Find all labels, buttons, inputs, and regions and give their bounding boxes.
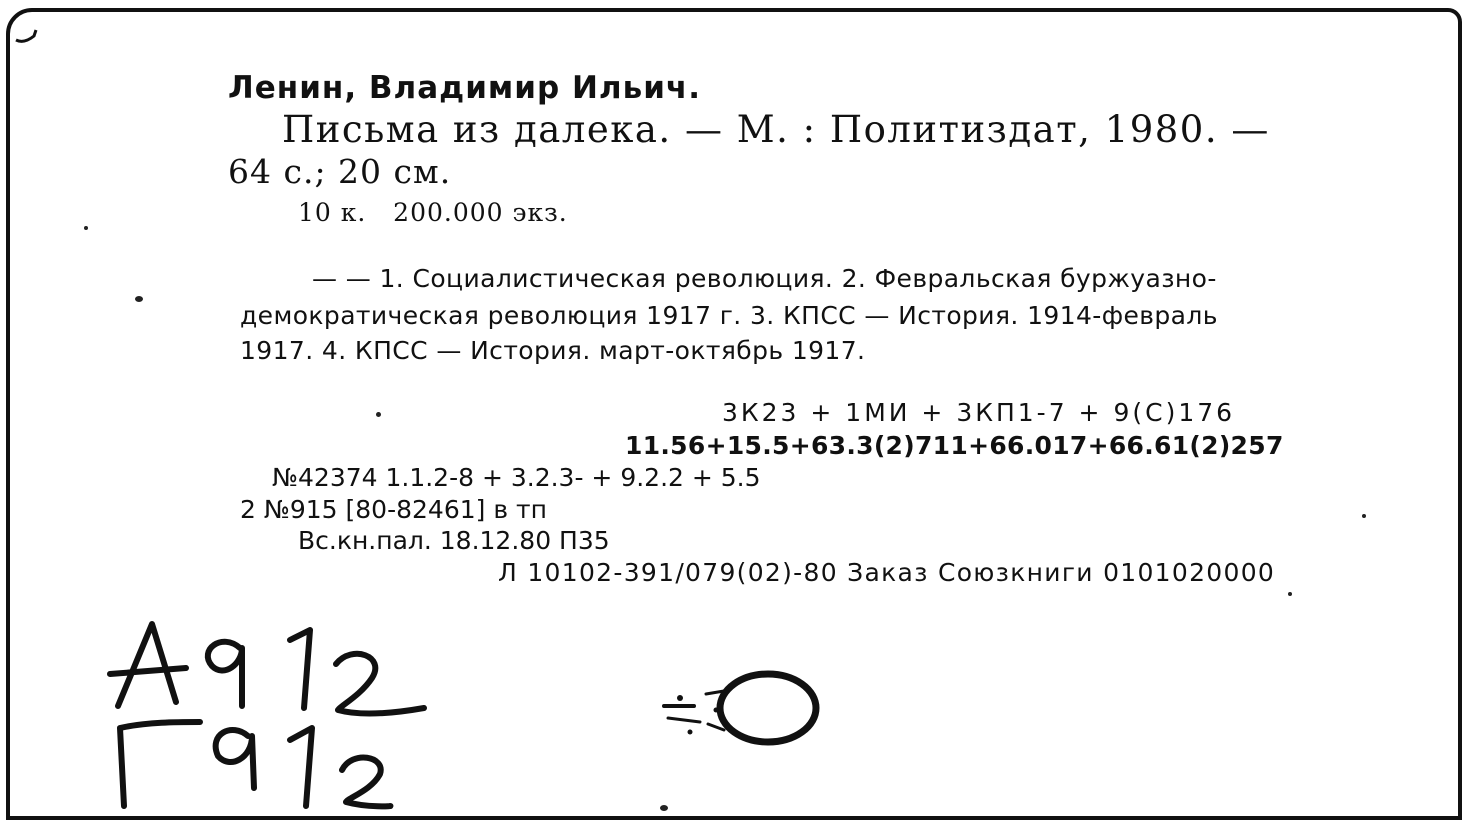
- subject-line: — — 1. Социалистическая революция. 2. Февральская буржуазно-: [312, 264, 1217, 293]
- author-heading: Ленин, Владимир Ильич.: [228, 70, 701, 106]
- classification-code: 3К23 + 1МИ + 3КП1-7 + 9(С)176: [722, 398, 1236, 427]
- record-number-line: №42374 1.1.2-8 + 3.2.3- + 9.2.2 + 5.5: [272, 463, 761, 492]
- extent-line: 64 с.; 20 см.: [228, 152, 452, 191]
- speck: [1288, 592, 1292, 596]
- title-line: Письма из далека. — М. : Политиздат, 1980. —: [282, 108, 1270, 151]
- price-line: 10 к. 200.000 экз.: [298, 198, 568, 227]
- subject-line: демократическая революция 1917 г. 3. КПСС — История. 1914-февраль: [240, 301, 1218, 330]
- speck: [1362, 514, 1366, 518]
- chamber-line: Вс.кн.пал. 18.12.80 П35: [298, 526, 610, 555]
- handwritten-shelfmark: [90, 610, 450, 820]
- card-number-line: 2 №915 [80-82461] в тп: [240, 495, 547, 524]
- speck: [660, 805, 668, 811]
- order-line: Л 10102-391/079(02)-80 Заказ Союзкниги 0101020000: [498, 558, 1276, 587]
- circle-stamp-icon: [650, 660, 830, 760]
- speck: [376, 412, 381, 417]
- classification-index: 11.56+15.5+63.3(2)711+66.017+66.61(2)257: [625, 431, 1284, 460]
- speck: [84, 226, 88, 230]
- corner-mark-icon: [14, 26, 44, 46]
- speck: [135, 296, 143, 302]
- subject-line: 1917. 4. КПСС — История. март-октябрь 1917.: [240, 336, 866, 365]
